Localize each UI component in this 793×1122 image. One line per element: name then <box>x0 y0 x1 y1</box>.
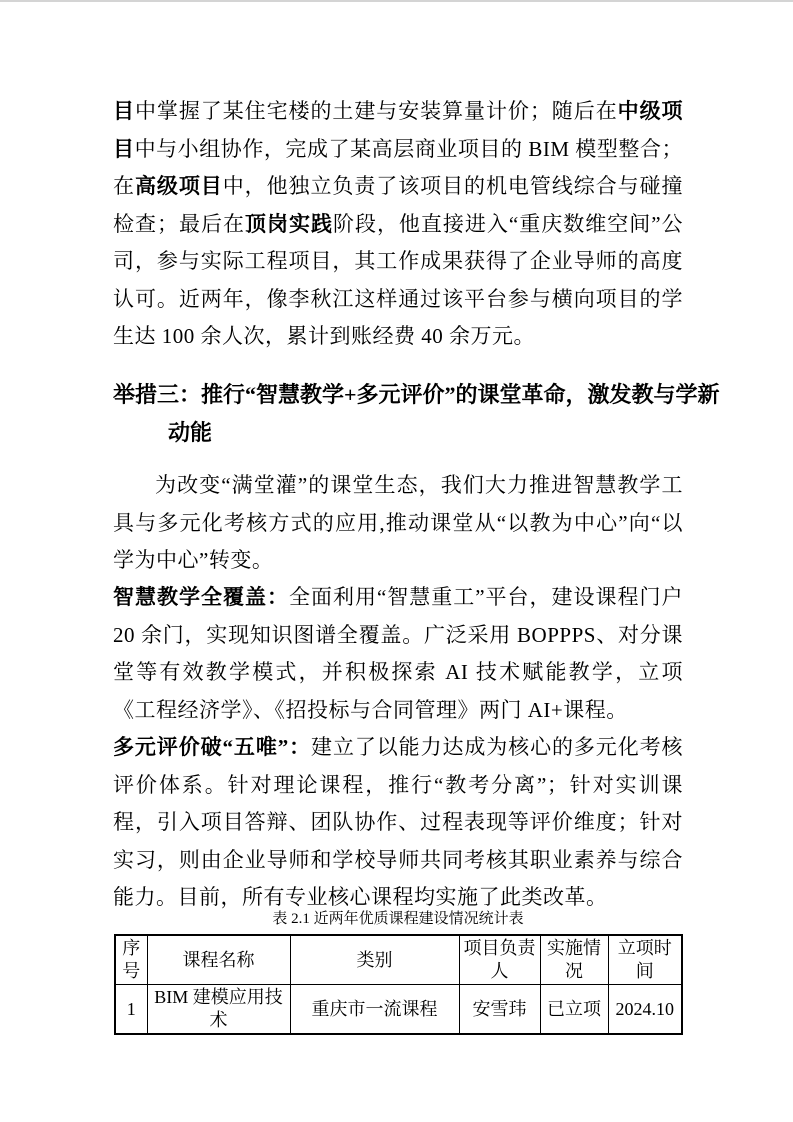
table-cell-r1-c1: 1 <box>115 985 147 1035</box>
text-run: 中与小组协作，完成了某高层商业项目的 BIM 模型整合；在 <box>113 136 684 198</box>
text-run: 全面利用“智慧重工”平台，建设课程门户 20 余门，实现知识图谱全覆盖。广泛采用 BOPPPS、对分课堂等有效教学模式，并积极探索 AI 技术赋能教学，立项《工程经济学》、《招投标与合同管理》两门 AI+课程。 <box>113 585 684 722</box>
column-header-5: 实施情况 <box>540 935 608 985</box>
page-top-edge <box>0 0 793 2</box>
text-run: 阶段，他直接进入“重庆数维空间”公司，参与实际工程项目，其工作成果获得了企业导师的高度认可。近两年，像李秋江这样通过该平台参与横向项目的学生达 100 余人次，累计到账经费 40 余万元。 <box>113 211 684 348</box>
table-cell-r1-c4: 安雪玮 <box>459 985 540 1035</box>
paragraph-project-practice-results <box>113 93 683 356</box>
table-row-1 <box>115 985 682 1035</box>
table-body <box>115 985 682 1035</box>
column-header-3: 类别 <box>290 935 459 985</box>
column-header-6: 立项时间 <box>608 935 682 985</box>
bold-text-run: 中级项目 <box>113 99 684 161</box>
bold-text-run: 目 <box>113 99 135 123</box>
table-cell-r1-c2: BIM 建模应用技术 <box>147 985 290 1035</box>
table-cell-r1-c5: 已立项 <box>540 985 608 1035</box>
table-header-row <box>115 935 682 985</box>
column-header-1: 序号 <box>115 935 147 985</box>
text-run: 建立了以能力达成为核心的多元化考核评价体系。针对理论课程，推行“教考分离”；针对实训课程，引入项目答辩、团队协作、过程表现等评价维度；针对实习，则由企业导师和学校导师共同考核其职业素养与综合能力。目前，所有专业核心课程均实施了此类改革。 <box>113 735 684 909</box>
section-heading-measure-three: 举措三：推行“智慧教学+多元评价”的课堂革命，激发教与学新动能 <box>113 382 720 445</box>
table-cell-r1-c6: 2024.10 <box>608 985 682 1035</box>
column-header-4: 项目负责人 <box>459 935 540 985</box>
column-header-2: 课程名称 <box>147 935 290 985</box>
bold-text-run: 顶岗实践 <box>244 211 333 236</box>
table-caption: 表 2.1 近两年优质课程建设情况统计表 <box>272 911 524 927</box>
bold-text-run: 多元评价破“五唯”： <box>113 735 312 759</box>
bold-text-run: 高级项目 <box>134 174 223 198</box>
quality-course-table <box>114 934 683 1035</box>
paragraph-classroom-reform-intro: 为改变“满堂灌”的课堂生态，我们大力推进智慧教学工具与多元化考核方式的应用,推动课堂从“以教为中心”向“以学为中心”转变。 <box>113 473 683 572</box>
text-run: 中掌握了某住宅楼的土建与安装算量计价；随后在 <box>134 99 618 123</box>
paragraph-multi-evaluation <box>113 729 683 917</box>
text-run: 中，他独立负责了该项目的机电管线综合与碰撞检查；最后在 <box>113 174 684 236</box>
table-cell-r1-c3: 重庆市一流课程 <box>290 985 459 1035</box>
bold-text-run: 智慧教学全覆盖： <box>113 585 289 609</box>
paragraph-smart-teaching-coverage <box>113 579 683 729</box>
